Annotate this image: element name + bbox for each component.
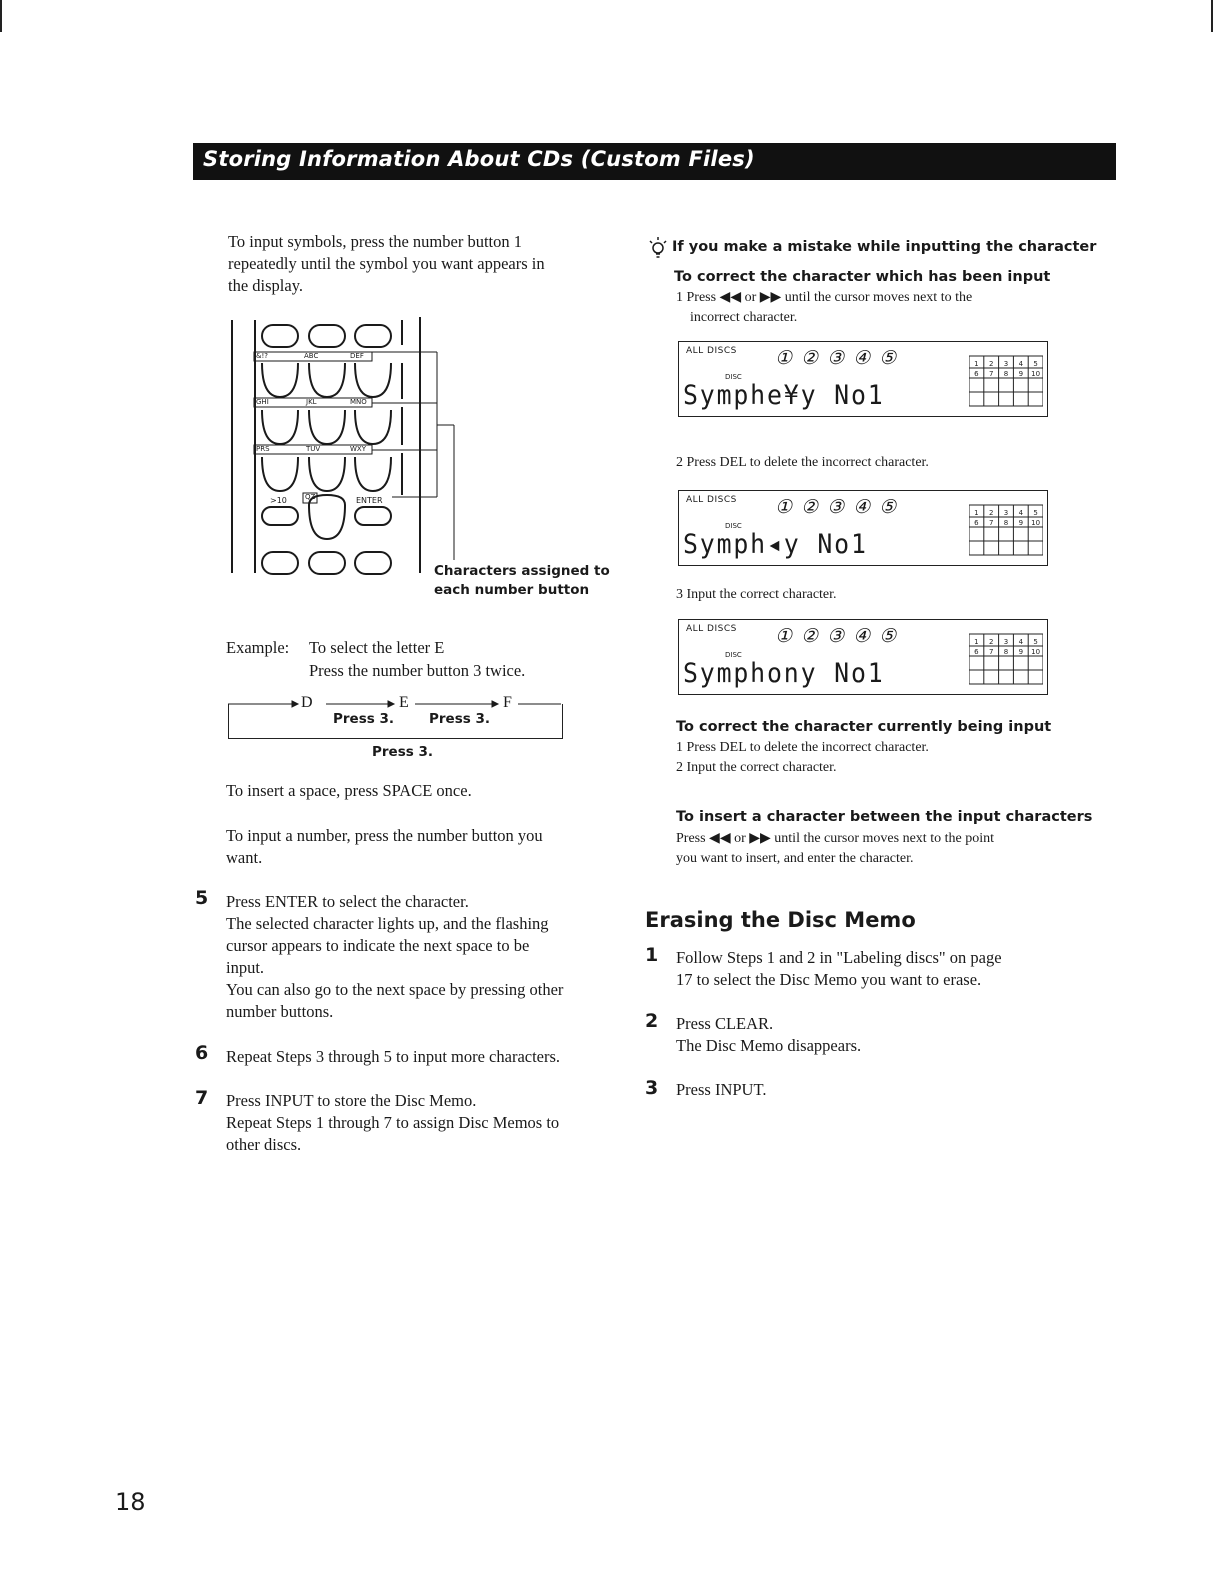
correct-current-title: To correct the character currently being input	[676, 719, 1052, 735]
intro-line-1: To input symbols, press the number button 1	[228, 232, 522, 251]
key-label-4: GHI	[256, 398, 269, 406]
seq-letter-f: F	[503, 694, 512, 711]
correct-current-line-2: 2 Input the correct character.	[676, 760, 837, 775]
scan-edge-left	[0, 0, 2, 32]
tip-title: If you make a mistake while inputting the character	[672, 239, 1097, 255]
key-label-3: DEF	[350, 352, 364, 360]
grid-cell-5: 5	[1033, 509, 1038, 517]
grid-cell-1: 1	[974, 638, 979, 646]
lcd-disc-digits: ①②③④⑤	[775, 348, 906, 369]
seq-press-loop: Press 3.	[372, 744, 434, 760]
erase-section-title: Erasing the Disc Memo	[645, 908, 916, 932]
key-label-6: MNO	[350, 398, 367, 406]
key-label-enter: ENTER	[356, 496, 383, 505]
correct-current-line-1: 1 Press DEL to delete the incorrect character.	[676, 740, 929, 755]
key-label-9: WXY	[350, 445, 366, 453]
seq-press-1: Press 3.	[333, 711, 395, 727]
correct-step-1-line-2: incorrect character.	[690, 310, 798, 325]
step-6-number: 6	[195, 1042, 209, 1064]
grid-cell-4: 4	[1018, 509, 1024, 517]
grid-cell-6: 6	[974, 519, 979, 527]
insert-title: To insert a character between the input characters	[676, 809, 1093, 825]
seq-letter-e: E	[399, 694, 409, 711]
correct-step-1-line-1: 1 Press ◀◀ or ▶▶ until the cursor moves next to the	[676, 290, 973, 305]
grid-cell-4: 4	[1018, 360, 1024, 368]
lcd-text: Symph◂y No1	[683, 529, 868, 560]
grid-cell-4: 4	[1018, 638, 1024, 646]
step-7-line-2: Repeat Steps 1 through 7 to assign Disc Memos to	[226, 1113, 560, 1132]
lcd-all-discs-label: ALL DISCS	[686, 495, 737, 505]
lcd-display-1	[678, 341, 1048, 417]
page-number: 18	[115, 1488, 146, 1516]
number-instruction-line-2: want.	[226, 848, 263, 867]
step-7-number: 7	[195, 1087, 209, 1109]
lcd-disc-grid	[969, 497, 1043, 557]
grid-cell-1: 1	[974, 360, 979, 368]
lcd-display-3	[678, 619, 1048, 695]
seq-letter-d: D	[301, 694, 313, 711]
grid-cell-7: 7	[988, 370, 994, 378]
lcd-text: Symphe¥y No1	[683, 380, 885, 411]
grid-cell-5: 5	[1033, 638, 1038, 646]
intro-line-2: repeatedly until the symbol you want appears in	[228, 254, 545, 273]
grid-cell-10: 10	[1031, 519, 1041, 527]
erase-step-1-number: 1	[645, 944, 659, 966]
grid-cell-3: 3	[1003, 360, 1009, 368]
erase-step-3-line-1: Press INPUT.	[676, 1080, 767, 1099]
scan-edge-right	[1211, 0, 1213, 32]
step-5-line-2: The selected character lights up, and the flashing	[226, 914, 549, 933]
step-6-line-1: Repeat Steps 3 through 5 to input more characters.	[226, 1047, 561, 1066]
grid-cell-3: 3	[1003, 509, 1009, 517]
key-label-10: >10	[270, 496, 287, 505]
insert-line-2: you want to insert, and enter the character.	[676, 851, 914, 866]
intro-line-3: the display.	[228, 276, 303, 295]
correct-input-title: To correct the character which has been input	[674, 269, 1051, 285]
step-5-line-1: Press ENTER to select the character.	[226, 892, 469, 911]
grid-cell-5: 5	[1033, 360, 1038, 368]
example-label: Example:	[226, 638, 290, 657]
grid-cell-10: 10	[1031, 370, 1041, 378]
lcd-disc-label: DISC	[725, 522, 742, 530]
correct-step-3: 3 Input the correct character.	[676, 587, 837, 602]
grid-cell-8: 8	[1003, 370, 1009, 378]
page-title: Storing Information About CDs (Custom Files)	[203, 147, 755, 171]
grid-cell-8: 8	[1003, 519, 1009, 527]
seq-press-2: Press 3.	[429, 711, 491, 727]
erase-step-3-number: 3	[645, 1077, 659, 1099]
key-label-7: PRS	[256, 445, 270, 453]
grid-cell-2: 2	[988, 638, 994, 646]
grid-cell-1: 1	[974, 509, 979, 517]
step-5-line-6: number buttons.	[226, 1002, 334, 1021]
section-banner	[193, 143, 1116, 180]
grid-cell-6: 6	[974, 370, 979, 378]
correct-step-2: 2 Press DEL to delete the incorrect character.	[676, 455, 929, 470]
lcd-disc-digits: ①②③④⑤	[775, 497, 906, 518]
example-line-2: Press the number button 3 twice.	[309, 661, 526, 680]
erase-step-1-line-1: Follow Steps 1 and 2 in "Labeling discs" on page	[676, 948, 1002, 967]
grid-cell-2: 2	[988, 509, 994, 517]
key-label-5: JKL	[306, 398, 317, 406]
number-instruction-line-1: To input a number, press the number button you	[226, 826, 543, 845]
step-7-line-3: other discs.	[226, 1135, 302, 1154]
grid-cell-7: 7	[988, 519, 994, 527]
key-label-2: ABC	[304, 352, 319, 360]
step-7-line-1: Press INPUT to store the Disc Memo.	[226, 1091, 477, 1110]
grid-cell-9: 9	[1018, 648, 1024, 656]
grid-cell-3: 3	[1003, 638, 1009, 646]
insert-line-1: Press ◀◀ or ▶▶ until the cursor moves next to the point	[676, 831, 994, 846]
grid-cell-2: 2	[988, 360, 994, 368]
lcd-disc-digits: ①②③④⑤	[775, 626, 906, 647]
lcd-disc-label: DISC	[725, 651, 742, 659]
erase-step-2-number: 2	[645, 1010, 659, 1032]
remote-caption-line-1: Characters assigned to	[434, 563, 610, 579]
grid-cell-9: 9	[1018, 519, 1024, 527]
lcd-all-discs-label: ALL DISCS	[686, 346, 737, 356]
grid-cell-8: 8	[1003, 648, 1009, 656]
sequence-arrows	[228, 695, 568, 715]
step-5-line-3: cursor appears to indicate the next space to be	[226, 936, 530, 955]
key-label-0: QZ	[305, 493, 316, 501]
lcd-text: Symphony No1	[683, 658, 885, 689]
lcd-disc-grid	[969, 626, 1043, 686]
grid-cell-9: 9	[1018, 370, 1024, 378]
grid-cell-6: 6	[974, 648, 979, 656]
key-label-8: TUV	[306, 445, 321, 453]
space-instruction: To insert a space, press SPACE once.	[226, 781, 472, 800]
step-5-line-4: input.	[226, 958, 265, 977]
erase-step-2-line-2: The Disc Memo disappears.	[676, 1036, 862, 1055]
erase-step-2-line-1: Press CLEAR.	[676, 1014, 774, 1033]
example-line-1: To select the letter E	[309, 638, 445, 657]
lcd-disc-grid	[969, 348, 1043, 408]
lcd-display-2	[678, 490, 1048, 566]
lightbulb-icon	[648, 236, 668, 260]
grid-cell-7: 7	[988, 648, 994, 656]
grid-cell-10: 10	[1031, 648, 1041, 656]
remote-caption-line-2: each number button	[434, 582, 590, 598]
key-label-1: &!?	[256, 352, 268, 360]
lcd-disc-label: DISC	[725, 373, 742, 381]
step-5-line-5: You can also go to the next space by pressing other	[226, 980, 564, 999]
lcd-all-discs-label: ALL DISCS	[686, 624, 737, 634]
erase-step-1-line-2: 17 to select the Disc Memo you want to erase.	[676, 970, 982, 989]
step-5-number: 5	[195, 887, 209, 909]
